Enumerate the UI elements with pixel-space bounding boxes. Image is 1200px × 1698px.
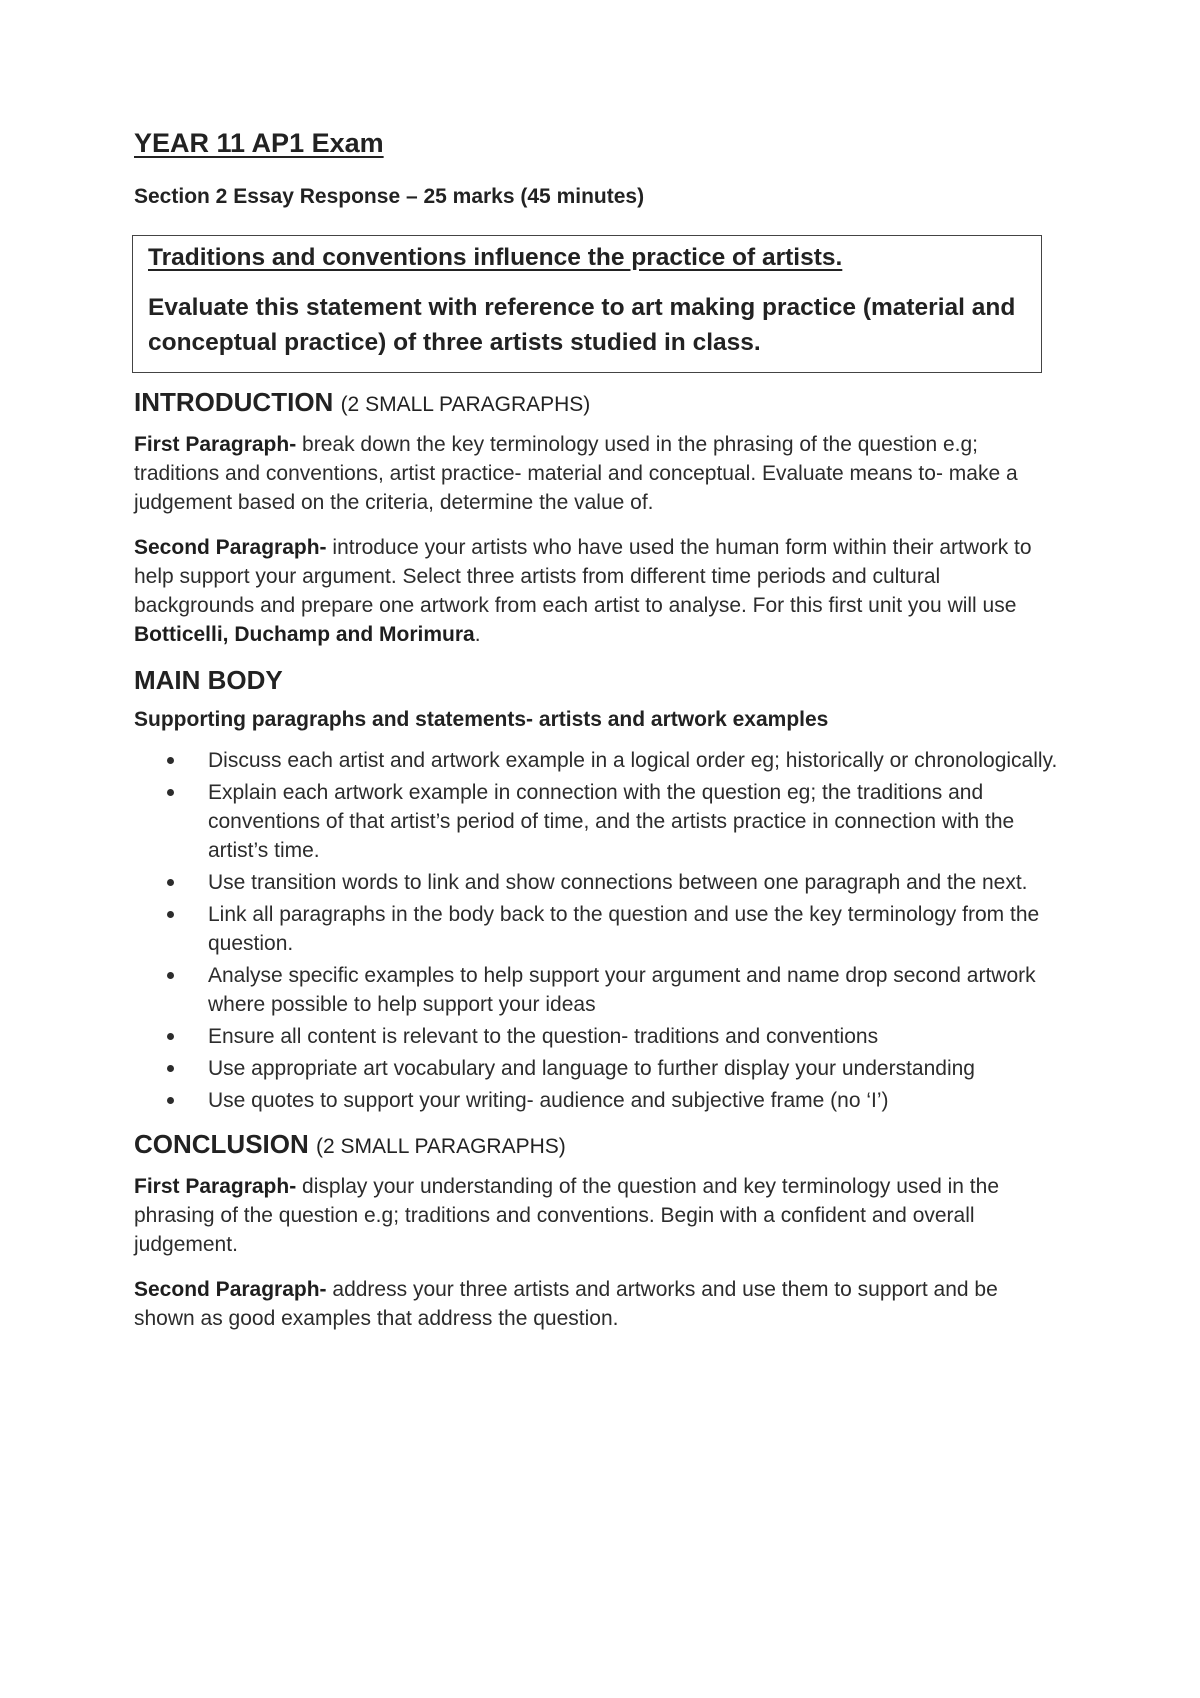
introduction-second-end: . <box>474 623 481 646</box>
introduction-artists: Botticelli, Duchamp and Morimura <box>134 623 475 646</box>
main-body-bullet-list <box>134 746 1064 1115</box>
conclusion-second-text: address your three artists and artworks and use them to support and be shown as good examples that address the question. <box>134 1278 998 1330</box>
conclusion-note: (2 SMALL PARAGRAPHS) <box>316 1135 566 1158</box>
introduction-first-paragraph <box>134 430 1064 517</box>
bullet-text: Link all paragraphs in the body back to the question and use the key terminology from the question. <box>208 903 1040 955</box>
document-page <box>134 128 1064 1349</box>
bullet-dot-icon <box>167 789 174 796</box>
bullet-dot-icon <box>167 972 174 979</box>
main-body-subheading: Supporting paragraphs and statements- artists and artwork examples <box>134 708 829 731</box>
introduction-second-text: introduce your artists who have used the human form within their artwork to help support your argument. Select three artists from different time periods and cultural backgrounds and prepare one artwork from each artist to analyse. For this first unit you will use <box>134 536 1032 617</box>
introduction-heading-text: INTRODUCTION <box>134 387 334 417</box>
conclusion-first-label: First Paragraph- <box>134 1175 297 1198</box>
bullet-item <box>208 778 1064 865</box>
conclusion-second-paragraph <box>134 1275 1064 1333</box>
bullet-text: Analyse specific examples to help support your argument and name drop second artwork where possible to help support your ideas <box>208 964 1036 1016</box>
bullet-item <box>208 1022 1064 1051</box>
conclusion-second-label: Second Paragraph- <box>134 1278 327 1301</box>
bullet-dot-icon <box>167 757 174 764</box>
bullet-item <box>208 900 1064 958</box>
bullet-item <box>208 1086 1064 1115</box>
question-body: Evaluate this statement with reference to art making practice (material and conceptual practice) of three artists studied in class. <box>148 294 1016 356</box>
bullet-item <box>208 961 1064 1019</box>
conclusion-heading <box>134 1129 1064 1160</box>
bullet-dot-icon <box>167 1065 174 1072</box>
document-title: YEAR 11 AP1 Exam <box>134 128 384 158</box>
introduction-second-label: Second Paragraph- <box>134 536 327 559</box>
conclusion-first-text: display your understanding of the question and key terminology used in the phrasing of the question e.g; traditions and conventions. Begin with a confident and overall judgement. <box>134 1175 1000 1256</box>
bullet-dot-icon <box>167 879 174 886</box>
question-heading: Traditions and conventions influence the practice of artists. <box>148 244 843 271</box>
bullet-item <box>208 868 1064 897</box>
introduction-first-label: First Paragraph- <box>134 433 297 456</box>
bullet-text: Use appropriate art vocabulary and language to further display your understanding <box>208 1057 975 1080</box>
bullet-dot-icon <box>167 1097 174 1104</box>
bullet-item <box>208 1054 1064 1083</box>
bullet-item <box>208 746 1064 775</box>
bullet-dot-icon <box>167 911 174 918</box>
conclusion-first-paragraph <box>134 1172 1064 1259</box>
bullet-text: Use transition words to link and show connections between one paragraph and the next. <box>208 871 1028 894</box>
conclusion-heading-text: CONCLUSION <box>134 1129 309 1159</box>
question-box <box>132 235 1042 373</box>
bullet-text: Explain each artwork example in connection with the question eg; the traditions and conventions of that artist’s period of time, and the artists practice in connection with the artist’s time. <box>208 781 1015 862</box>
introduction-heading <box>134 387 1064 418</box>
introduction-second-paragraph <box>134 533 1064 649</box>
introduction-note: (2 SMALL PARAGRAPHS) <box>340 393 591 416</box>
introduction-first-text: break down the key terminology used in the phrasing of the question e.g; traditions and conventions, artist practice- material and conceptual. Evaluate means to- make a judgement based on the criteria, determine the value of. <box>134 433 1018 514</box>
bullet-text: Use quotes to support your writing- audience and subjective frame (no ‘I’) <box>208 1089 889 1112</box>
bullet-text: Ensure all content is relevant to the question- traditions and conventions <box>208 1025 879 1048</box>
main-body-heading: MAIN BODY <box>134 665 283 695</box>
bullet-text: Discuss each artist and artwork example in a logical order eg; historically or chronologically. <box>208 749 1058 772</box>
bullet-dot-icon <box>167 1033 174 1040</box>
document-subtitle: Section 2 Essay Response – 25 marks (45 minutes) <box>134 185 645 208</box>
